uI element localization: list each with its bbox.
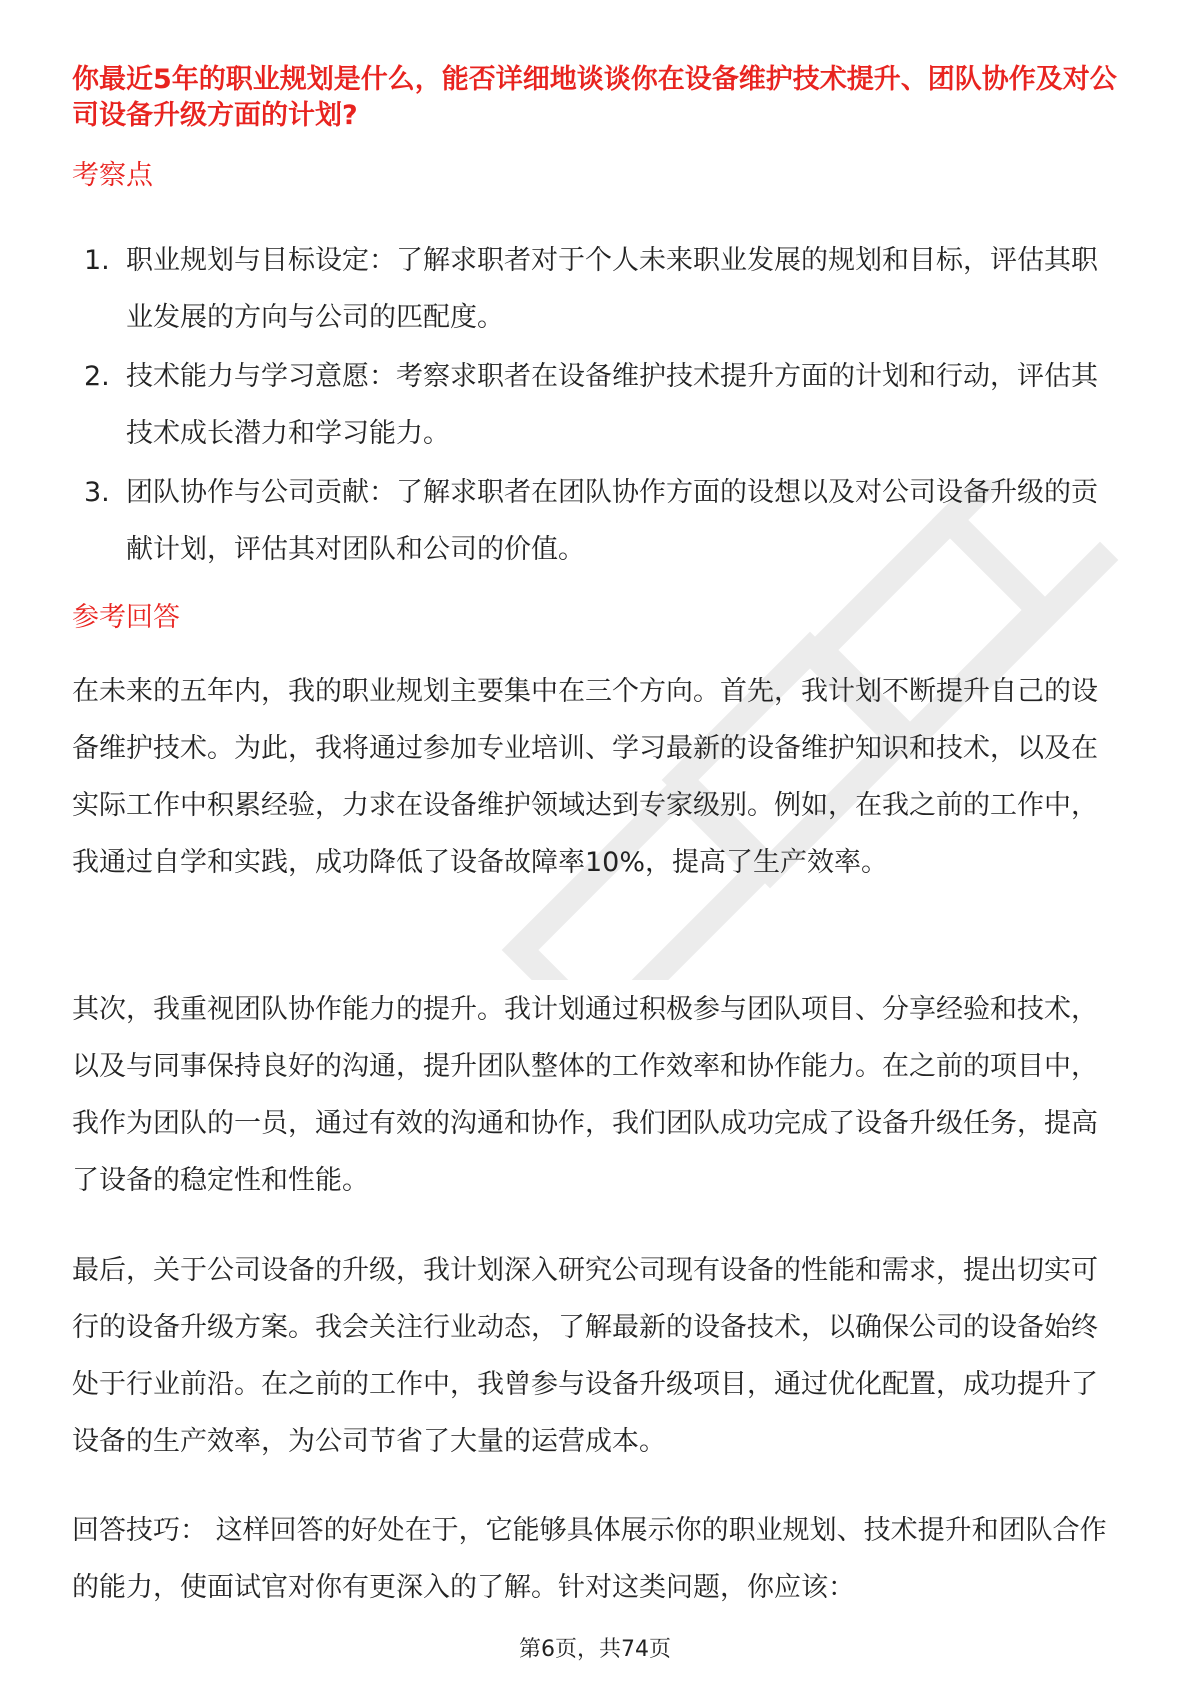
list-item [84, 464, 1120, 578]
list-item-text: 技术能力与学习意愿：考察求职者在设备维护技术提升方面的计划和行动，评估其技术成长潜力和学习能力。 [126, 361, 1098, 449]
answer-paragraph: 在未来的五年内，我的职业规划主要集中在三个方向。首先，我计划不断提升自己的设备维护技术。为此，我将通过参加专业培训、学习最新的设备维护知识和技术，以及在实际工作中积累经验，力求在设备维护领域达到专家级别。例如，在我之前的工作中，我通过自学和实践，成功降低了设备故障率10%，提高了生产效率。 [72, 676, 1098, 878]
list-item [84, 348, 1120, 462]
question-title: 你最近5年的职业规划是什么，能否详细地谈谈你在设备维护技术提升、团队协作及对公司设备升级方面的计划? [72, 64, 1117, 131]
evaluation-points-list [84, 232, 1120, 580]
page-footer: 第6页，共74页 [519, 1637, 671, 1662]
answer-tips-paragraph: 回答技巧： 这样回答的好处在于，它能够具体展示你的职业规划、技术提升和团队合作的能力，使面试官对你有更深入的了解。针对这类问题，你应该： [72, 1515, 1107, 1603]
list-number: 3. [84, 477, 110, 508]
section-title-points: 考察点 [72, 160, 153, 191]
section-title-answer: 参考回答 [72, 602, 180, 633]
list-number: 1. [84, 245, 110, 276]
answer-paragraph: 其次，我重视团队协作能力的提升。我计划通过积极参与团队项目、分享经验和技术，以及与同事保持良好的沟通，提升团队整体的工作效率和协作能力。在之前的项目中，我作为团队的一员，通过有效的沟通和协作，我们团队成功完成了设备升级任务，提高了设备的稳定性和性能。 [72, 994, 1098, 1196]
list-item-text: 团队协作与公司贡献：了解求职者在团队协作方面的设想以及对公司设备升级的贡献计划，评估其对团队和公司的价值。 [126, 477, 1098, 565]
list-item [84, 232, 1120, 346]
answer-paragraph: 最后，关于公司设备的升级，我计划深入研究公司现有设备的性能和需求，提出切实可行的设备升级方案。我会关注行业动态，了解最新的设备技术，以确保公司的设备始终处于行业前沿。在之前的工作中，我曾参与设备升级项目，通过优化配置，成功提升了设备的生产效率，为公司节省了大量的运营成本。 [72, 1255, 1098, 1457]
list-number: 2. [84, 361, 110, 392]
list-item-text: 职业规划与目标设定：了解求职者对于个人未来职业发展的规划和目标，评估其职业发展的方向与公司的匹配度。 [126, 245, 1098, 333]
